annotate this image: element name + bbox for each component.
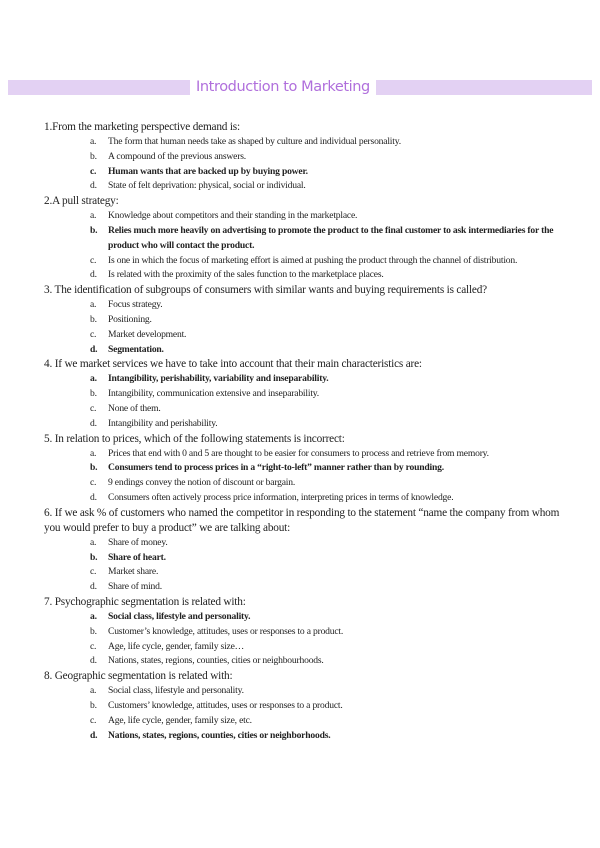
option-text: Customers’ knowledge, attitudes, uses or responses to a product. [108,699,343,711]
option-item [44,625,564,640]
option-text: 9 endings convey the notion of discount or bargain. [108,477,296,489]
option-text: A compound of the previous answers. [108,150,246,162]
option-text: Prices that end with 0 and 5 are thought to be easier for consumers to process and retrieve from memory. [108,447,489,459]
option-item [44,714,564,729]
option-text: Customer’s knowledge, attitudes, uses or responses to a product. [108,625,344,637]
option-item [44,209,564,224]
option-text: Segmentation. [108,343,164,355]
option-marker: c. [90,402,97,414]
option-item [44,135,564,150]
option-marker: b. [90,150,97,162]
question-text: 6. If we ask % of customers who named the competitor in responding to the statement “name the company from whom you would prefer to buy a product” we are talking about: [44,506,560,534]
option-marker: c. [90,640,97,652]
option-text: Share of mind. [108,581,162,593]
option-marker: a. [90,685,97,697]
option-text: Share of heart. [108,551,166,563]
option-text: Positioning. [108,313,152,325]
option-text: Share of money. [108,536,168,548]
option-item [44,610,564,625]
option-marker: a. [90,447,97,459]
option-marker: d. [90,417,97,429]
option-item [44,298,564,313]
option-text: Consumers tend to process prices in a “right-to-left” manner rather than by rounding. [108,462,444,474]
question-text: 1.From the marketing perspective demand is: [44,121,240,133]
option-text: Is related with the proximity of the sales function to the marketplace places. [108,269,384,281]
option-item [44,179,564,194]
option-marker: d. [90,729,98,741]
option-text: Human wants that are backed up by buying power. [108,165,308,177]
option-text: Consumers often actively process price information, interpreting prices in terms of knowledge. [108,491,454,503]
option-item [44,328,564,343]
option-item [44,387,564,402]
option-item [44,150,564,165]
option-marker: b. [90,625,97,637]
option-marker: a. [90,536,97,548]
option-item [44,654,564,669]
option-marker: d. [90,180,97,192]
option-text: Focus strategy. [108,299,163,311]
question-list [44,120,564,743]
question-text: 2.A pull strategy: [44,195,119,208]
question-text: 7. Psychographic segmentation is related with: [44,595,246,608]
option-text: Age, life cycle, gender, family size… [108,640,245,652]
option-text: Relies much more heavily on advertising to promote the product to the final customer to ask intermediaries for the product who will contact the product. [108,224,554,251]
option-marker: b. [90,388,97,400]
question-text: 8. Geographic segmentation is related with: [44,670,233,683]
option-marker: a. [90,373,97,385]
option-text: Nations, states, regions, counties, cities or neighborhoods. [108,729,331,741]
option-item [44,476,564,491]
option-list [44,298,564,357]
option-list [44,372,564,431]
option-item [44,580,564,595]
option-list [44,209,564,283]
option-item [44,268,564,283]
option-list [44,135,564,194]
option-text: The form that human needs take as shaped by culture and individual personality. [108,136,401,147]
option-marker: c. [90,165,97,177]
option-item [44,313,564,328]
option-item [44,461,564,476]
option-item [44,372,564,387]
option-item [44,224,564,254]
option-marker: d. [90,581,97,593]
option-text: Age, life cycle, gender, family size, etc. [108,714,252,726]
option-marker: d. [90,343,98,355]
option-marker: a. [90,299,97,311]
option-item [44,565,564,580]
option-item [44,640,564,655]
option-marker: c. [90,254,97,266]
question-text: 5. In relation to prices, which of the following statements is incorrect: [44,432,345,445]
option-item [44,417,564,432]
option-text: None of them. [108,402,161,414]
option-item [44,165,564,180]
option-text: Is one in which the focus of marketing effort is aimed at pushing the product through the channel of distribution. [108,254,518,266]
option-marker: b. [90,462,98,474]
option-item [44,699,564,714]
option-marker: c. [90,566,97,578]
option-marker: d. [90,491,97,503]
option-marker: d. [90,269,97,281]
option-item [44,684,564,699]
option-marker: a. [90,210,97,222]
option-item [44,729,564,744]
option-item [44,254,564,269]
option-list [44,610,564,669]
option-marker: b. [90,224,98,236]
option-text: Intangibility, perishability, variability and inseparability. [108,373,329,385]
option-text: State of felt deprivation: physical, social or individual. [108,180,306,192]
option-item [44,447,564,462]
option-list [44,536,564,595]
option-item [44,536,564,551]
option-marker: a. [90,136,97,147]
option-item [44,343,564,358]
option-marker: b. [90,551,98,563]
page-title: Introduction to Marketing [190,77,376,97]
option-text: Market share. [108,566,159,578]
option-text: Intangibility, communication extensive and inseparability. [108,388,319,400]
question-text: 3. The identification of subgroups of consumers with similar wants and buying requirements is called? [44,284,487,297]
option-item [44,551,564,566]
option-text: Market development. [108,328,187,340]
option-item [44,402,564,417]
option-list [44,447,564,506]
option-text: Knowledge about competitors and their standing in the marketplace. [108,210,358,222]
option-marker: d. [90,655,97,667]
option-marker: c. [90,714,97,726]
option-list [44,684,564,743]
option-text: Social class, lifestyle and personality. [108,685,244,697]
option-marker: b. [90,313,97,325]
question-text: 4. If we market services we have to take into account that their main characteristics are: [44,358,422,371]
option-text: Social class, lifestyle and personality. [108,610,251,622]
option-marker: a. [90,610,97,622]
option-marker: b. [90,699,97,711]
option-item [44,491,564,506]
option-marker: c. [90,328,97,340]
option-text: Intangibility and perishability. [108,417,218,429]
option-text: Nations, states, regions, counties, cities or neighbourhoods. [108,655,324,667]
option-marker: c. [90,477,97,489]
